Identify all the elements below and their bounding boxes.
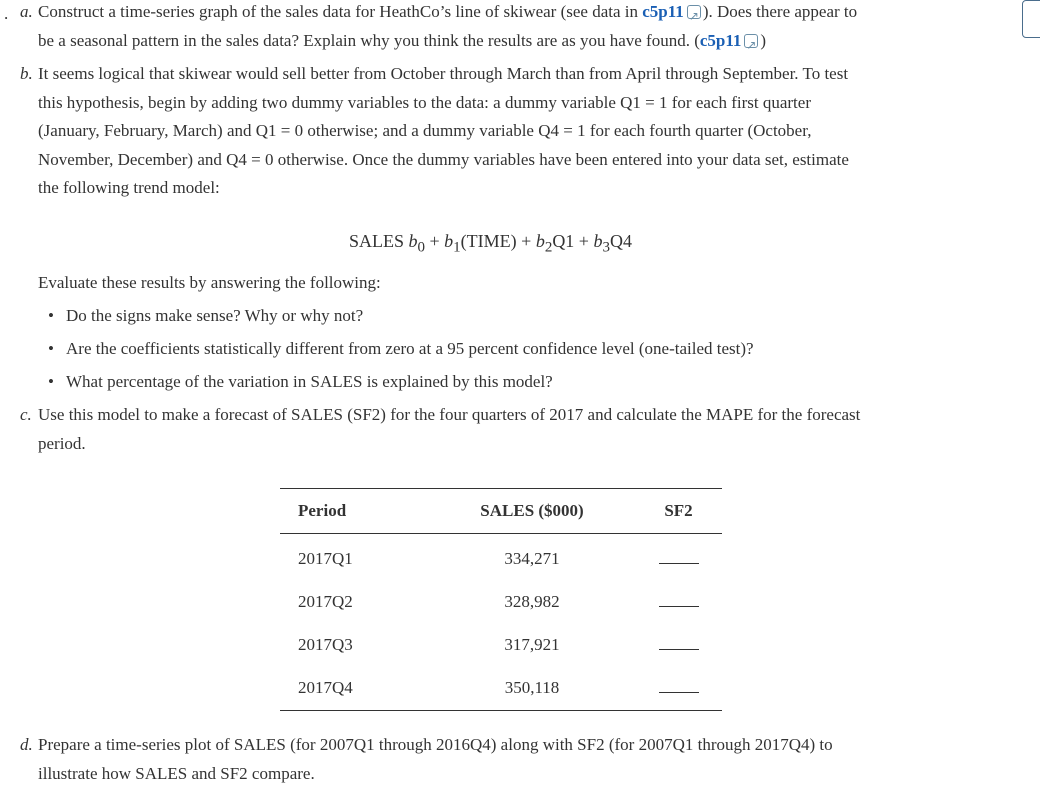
part-b-letter: b. [20,64,33,83]
sales-cell: 334,271 [504,548,560,568]
sf2-blank[interactable] [635,623,722,666]
lead-dot: . [4,4,9,23]
eq-b0: b [408,231,418,251]
part-a-text-3: be a seasonal pattern in the sales data? Explain why you think the results are as you have found. ( [38,30,700,50]
c5p11-link-2[interactable]: c5p11 [699,30,742,50]
part-a-text-2: ). Does there appear to [702,2,858,21]
period-cell: 2017Q3 [298,634,353,654]
part-a-line-2 [38,27,968,56]
part-b [20,60,968,203]
part-c-line: period. [38,433,86,453]
header-period: Period [280,489,429,534]
eq-time-term: (TIME) + [460,231,536,251]
part-d-letter: d. [20,735,33,754]
external-link-icon[interactable] [687,5,701,19]
part-d-line: Prepare a time-series plot of SALES (for 2007Q1 through 2016Q4) along with SF2 (for 2007Q1 through 2017Q4) to [38,735,833,754]
table-row [280,623,722,666]
evaluate-lead: Evaluate these results by answering the following: [38,273,381,292]
part-c-letter: c. [20,405,32,424]
list-item: • What percentage of the variation in SALES is explained by this model? [48,368,754,401]
part-a-line-1 [38,0,968,27]
eq-b1-sub: 1 [453,239,461,256]
table-row [280,580,722,623]
part-d [20,731,968,788]
table-row [280,666,722,711]
part-a-text-1: Construct a time-series graph of the sales data for HeathCo’s line of skiwear (see data in [38,2,643,21]
sf2-blank[interactable] [635,534,722,581]
answer-box[interactable] [1022,0,1040,38]
eq-b2: b [535,231,545,251]
header-sales: SALES ($000) [429,489,635,534]
eq-b3-sub: 3 [602,239,610,256]
part-c [20,401,968,458]
eq-q1-term: Q1 + [552,231,594,251]
external-link-icon[interactable] [744,34,758,48]
sales-cell: 328,982 [504,591,560,611]
sf2-blank[interactable] [635,580,722,623]
trend-model-equation [349,231,632,257]
table-header-row [280,489,722,534]
sales-cell: 350,118 [429,666,635,711]
part-a [20,0,968,55]
evaluation-list [48,302,754,401]
part-b-line: November, December) and Q4 = 0 otherwise. Once the dummy variables have been entered into your data set, estimate [38,149,849,169]
part-a-text-4: ) [760,30,767,50]
period-cell: 2017Q4 [280,666,429,711]
part-b-line: this hypothesis, begin by adding two dummy variables to the data: a dummy variable Q1 = 1 for each first quarter [38,92,811,112]
part-b-line: It seems logical that skiwear would sell better from October through March than from April through September. To test [38,64,849,83]
part-d-line: illustrate how SALES and SF2 compare. [38,763,315,783]
part-b-line: the following trend model: [38,178,220,197]
list-item: • Are the coefficients statistically different from zero at a 95 percent confidence level (one-tailed test)? [48,335,754,368]
period-cell: 2017Q2 [298,591,353,611]
sf2-blank[interactable] [635,666,722,711]
eq-b3: b [593,231,603,251]
sales-cell: 317,921 [504,634,560,654]
eq-b2-sub: 2 [544,239,553,256]
eq-b1: b [444,231,454,251]
part-a-letter: a. [20,2,33,21]
eq-lhs: SALES [349,231,405,251]
eq-q4-term: Q4 [609,231,632,251]
eq-plus: + [425,231,445,251]
eq-b0-sub: 0 [417,239,426,256]
header-sf2: SF2 [635,489,722,534]
sales-table [280,488,722,711]
table-row [280,534,722,581]
list-item: • Do the signs make sense? Why or why not? [48,302,754,335]
part-b-line: (January, February, March) and Q1 = 0 otherwise; and a dummy variable Q4 = 1 for each fourth quarter (October, [38,121,812,140]
period-cell: 2017Q1 [298,548,353,568]
c5p11-link-1[interactable]: c5p11 [642,2,684,21]
part-c-line: Use this model to make a forecast of SALES (SF2) for the four quarters of 2017 and calculate the MAPE for the forecast [38,405,861,424]
